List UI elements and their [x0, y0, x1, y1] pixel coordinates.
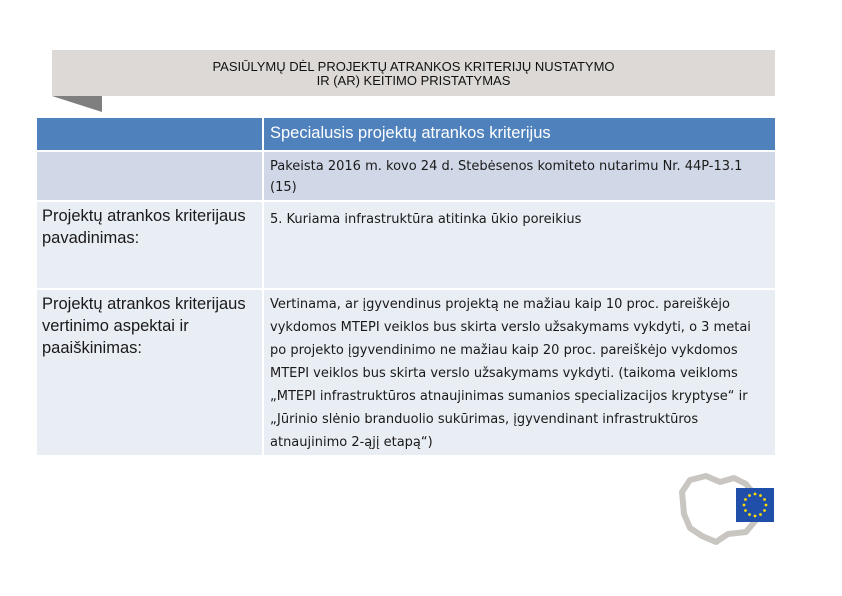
title-banner: [52, 50, 775, 96]
header-title-cell: Specialusis projektų atrankos kriterijus: [264, 118, 775, 150]
eu-star-icon: [754, 493, 757, 496]
eu-star-icon: [744, 509, 747, 512]
criteria-table: [35, 116, 777, 457]
eu-star-icon: [748, 513, 751, 516]
eu-star-icon: [763, 498, 766, 501]
header-empty-cell: [37, 118, 262, 150]
criterion-name-value: 5. Kuriama infrastruktūra atitinka ūkio poreikius: [264, 202, 775, 288]
eu-star-icon: [759, 494, 762, 497]
amendment-note: Pakeista 2016 m. kovo 24 d. Stebėsenos komiteto nutarimu Nr. 44P-13.1 (15): [264, 152, 775, 200]
table-row: [37, 202, 775, 288]
banner-fold-decoration: [52, 96, 102, 112]
eu-star-icon: [763, 509, 766, 512]
eu-star-icon: [754, 515, 757, 518]
table-header-row: [37, 118, 775, 150]
title-line-2: IR (AR) KEITIMO PRISTATYMAS: [316, 73, 511, 88]
amendment-row: [37, 152, 775, 200]
title-text: [52, 60, 775, 88]
title-line-1: PASIŪLYMŲ DĖL PROJEKTŲ ATRANKOS KRITERIJŲ NUSTATYMO: [212, 59, 615, 74]
lithuania-eu-flag-logo: [676, 470, 780, 546]
criterion-name-label: Projektų atrankos kriterijaus pavadinimas:: [37, 202, 262, 288]
amendment-empty-cell: [37, 152, 262, 200]
eu-star-icon: [765, 504, 768, 507]
criterion-aspects-value: Vertinama, ar įgyvendinus projektą ne mažiau kaip 10 proc. pareiškėjo vykdomos MTEPI veiklos bus skirta verslo užsakymams vykdyti, o 3 metai po projekto įgyvendinimo ne mažiau kaip 20 proc. pareiškėjo vykdomos MTEPI veiklos bus skirta verslo užsakymams vykdyti. (taikoma veikloms „MTEPI infrastruktūros atnaujinimas sumanios specializacijos kryptyse“ ir „Jūrinio slėnio branduolio sukūrimas, įgyvendinant infrastruktūros atnaujinimo 2-ąjį etapą“): [264, 290, 775, 455]
eu-star-icon: [743, 504, 746, 507]
criterion-aspects-label: Projektų atrankos kriterijaus vertinimo aspektai ir paaiškinimas:: [37, 290, 262, 455]
eu-star-icon: [744, 498, 747, 501]
eu-star-icon: [759, 513, 762, 516]
table-row: [37, 290, 775, 455]
eu-star-icon: [748, 494, 751, 497]
